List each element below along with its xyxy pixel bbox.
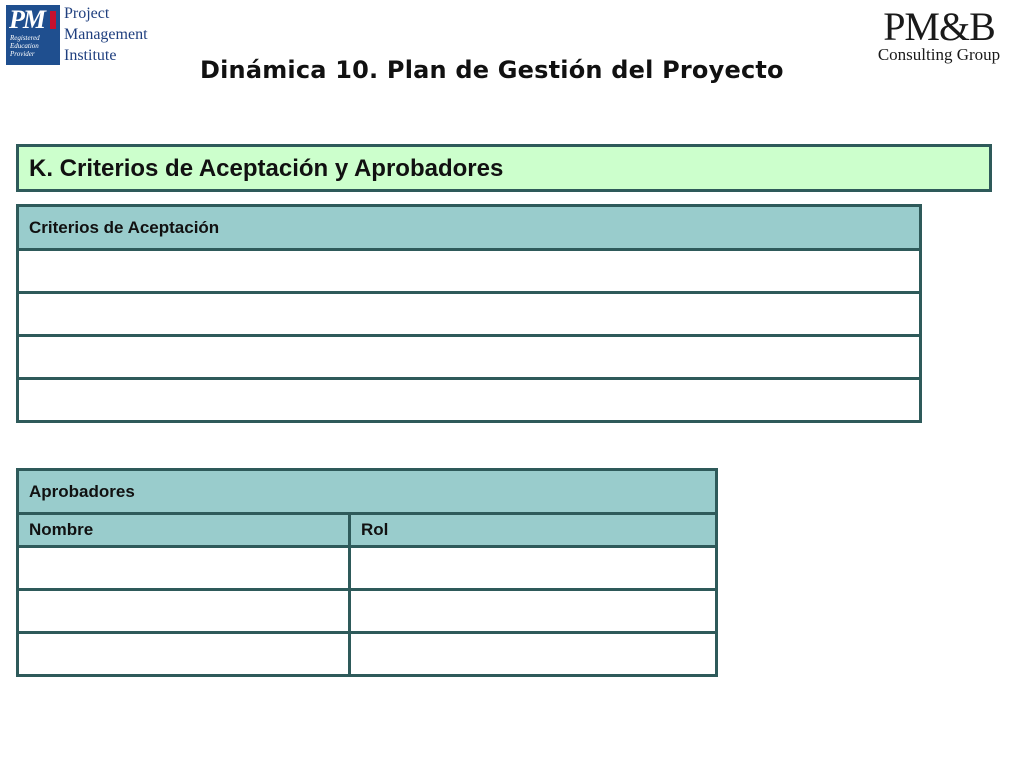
pmi-logo-line: Project: [64, 5, 110, 22]
criteria-table: [16, 204, 922, 423]
column-header-rol: Rol: [350, 514, 717, 547]
table-row: [18, 293, 921, 336]
page-title: Dinámica 10. Plan de Gestión del Proyecto: [200, 56, 784, 84]
column-header-nombre: Nombre: [18, 514, 350, 547]
section-heading: K. Criterios de Aceptación y Aprobadores: [29, 155, 504, 182]
pmi-logo: [4, 3, 150, 69]
pmi-mark-icon: PM Registered Education Provider: [6, 5, 60, 65]
table-row: [18, 590, 717, 633]
rol-cell[interactable]: [350, 547, 717, 590]
table-row: [18, 379, 921, 422]
pmb-logo-main: PM&B: [883, 4, 995, 49]
table-row: [18, 633, 717, 676]
approvers-header-row: [18, 470, 717, 514]
pmi-logo-line: Institute: [64, 47, 117, 64]
pmi-logo-line: Management: [64, 26, 148, 43]
nombre-cell[interactable]: [18, 547, 350, 590]
pmb-logo: [866, 6, 1012, 72]
approvers-header: Aprobadores: [18, 470, 717, 514]
table-row: [18, 547, 717, 590]
nombre-cell[interactable]: [18, 633, 350, 676]
criteria-cell[interactable]: [18, 379, 921, 422]
nombre-cell[interactable]: [18, 590, 350, 633]
approvers-table: [16, 468, 718, 677]
pmi-logo-text: [64, 3, 148, 66]
criteria-header: Criterios de Aceptación: [18, 206, 921, 250]
rol-cell[interactable]: [350, 633, 717, 676]
rol-cell[interactable]: [350, 590, 717, 633]
criteria-cell[interactable]: [18, 250, 921, 293]
table-row: [18, 336, 921, 379]
section-header: [16, 144, 992, 192]
table-row: [18, 250, 921, 293]
pmb-logo-sub: Consulting Group: [877, 45, 1001, 64]
criteria-header-row: [18, 206, 921, 250]
approvers-columns-row: [18, 514, 717, 547]
criteria-cell[interactable]: [18, 336, 921, 379]
criteria-cell[interactable]: [18, 293, 921, 336]
